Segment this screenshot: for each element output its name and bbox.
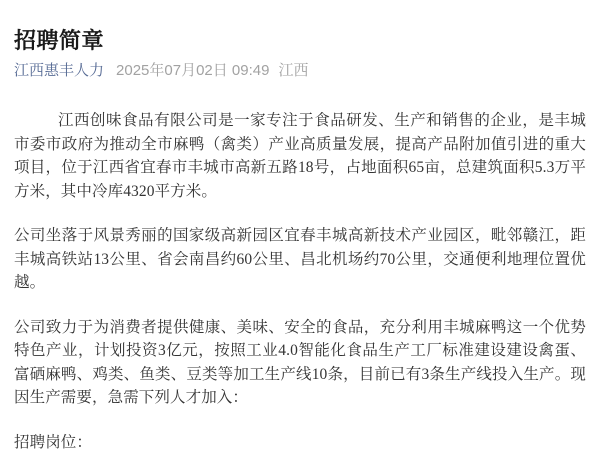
- paragraph-location: 公司坐落于风景秀丽的国家级高新园区宜春丰城高新技术产业园区，毗邻赣江，距丰城高铁站13公里、省会南昌约60公里、昌北机场约70公里，交通便利地理位置优越。: [14, 227, 586, 291]
- article-meta: [14, 60, 586, 81]
- article-page: [0, 26, 600, 476]
- paragraph-company-intro: 江西创味食品有限公司是一家专注于食品研发、生产和销售的企业，是丰城市委市政府为推动全市麻鸭（禽类）产业高质量发展，提高产品附加值引进的重大项目，位于江西省宜春市丰城市高新五路18号，占地面积65亩，总建筑面积5.3万平方米，其中冷库4320平方米。: [14, 112, 586, 200]
- publish-date: 2025年07月02日 09:49: [116, 62, 270, 79]
- paragraph-business: 公司致力于为消费者提供健康、美味、安全的食品，充分利用丰城麻鸭这一个优势特色产业，计划投资3亿元，按照工业4.0智能化食品生产工厂标准建设建设禽蛋、富硒麻鸭、鸡类、鱼类、豆类等加工生产线10条，目前已有3条生产线投入生产。现因生产需要，急需下列人才加入：: [14, 318, 586, 406]
- account-name-link[interactable]: 江西惠丰人力: [14, 62, 105, 79]
- article-title: 招聘简章: [14, 28, 105, 53]
- article-content: [14, 109, 586, 454]
- paragraph-positions-heading: 招聘岗位：: [14, 433, 93, 451]
- publish-location: 江西: [278, 62, 309, 79]
